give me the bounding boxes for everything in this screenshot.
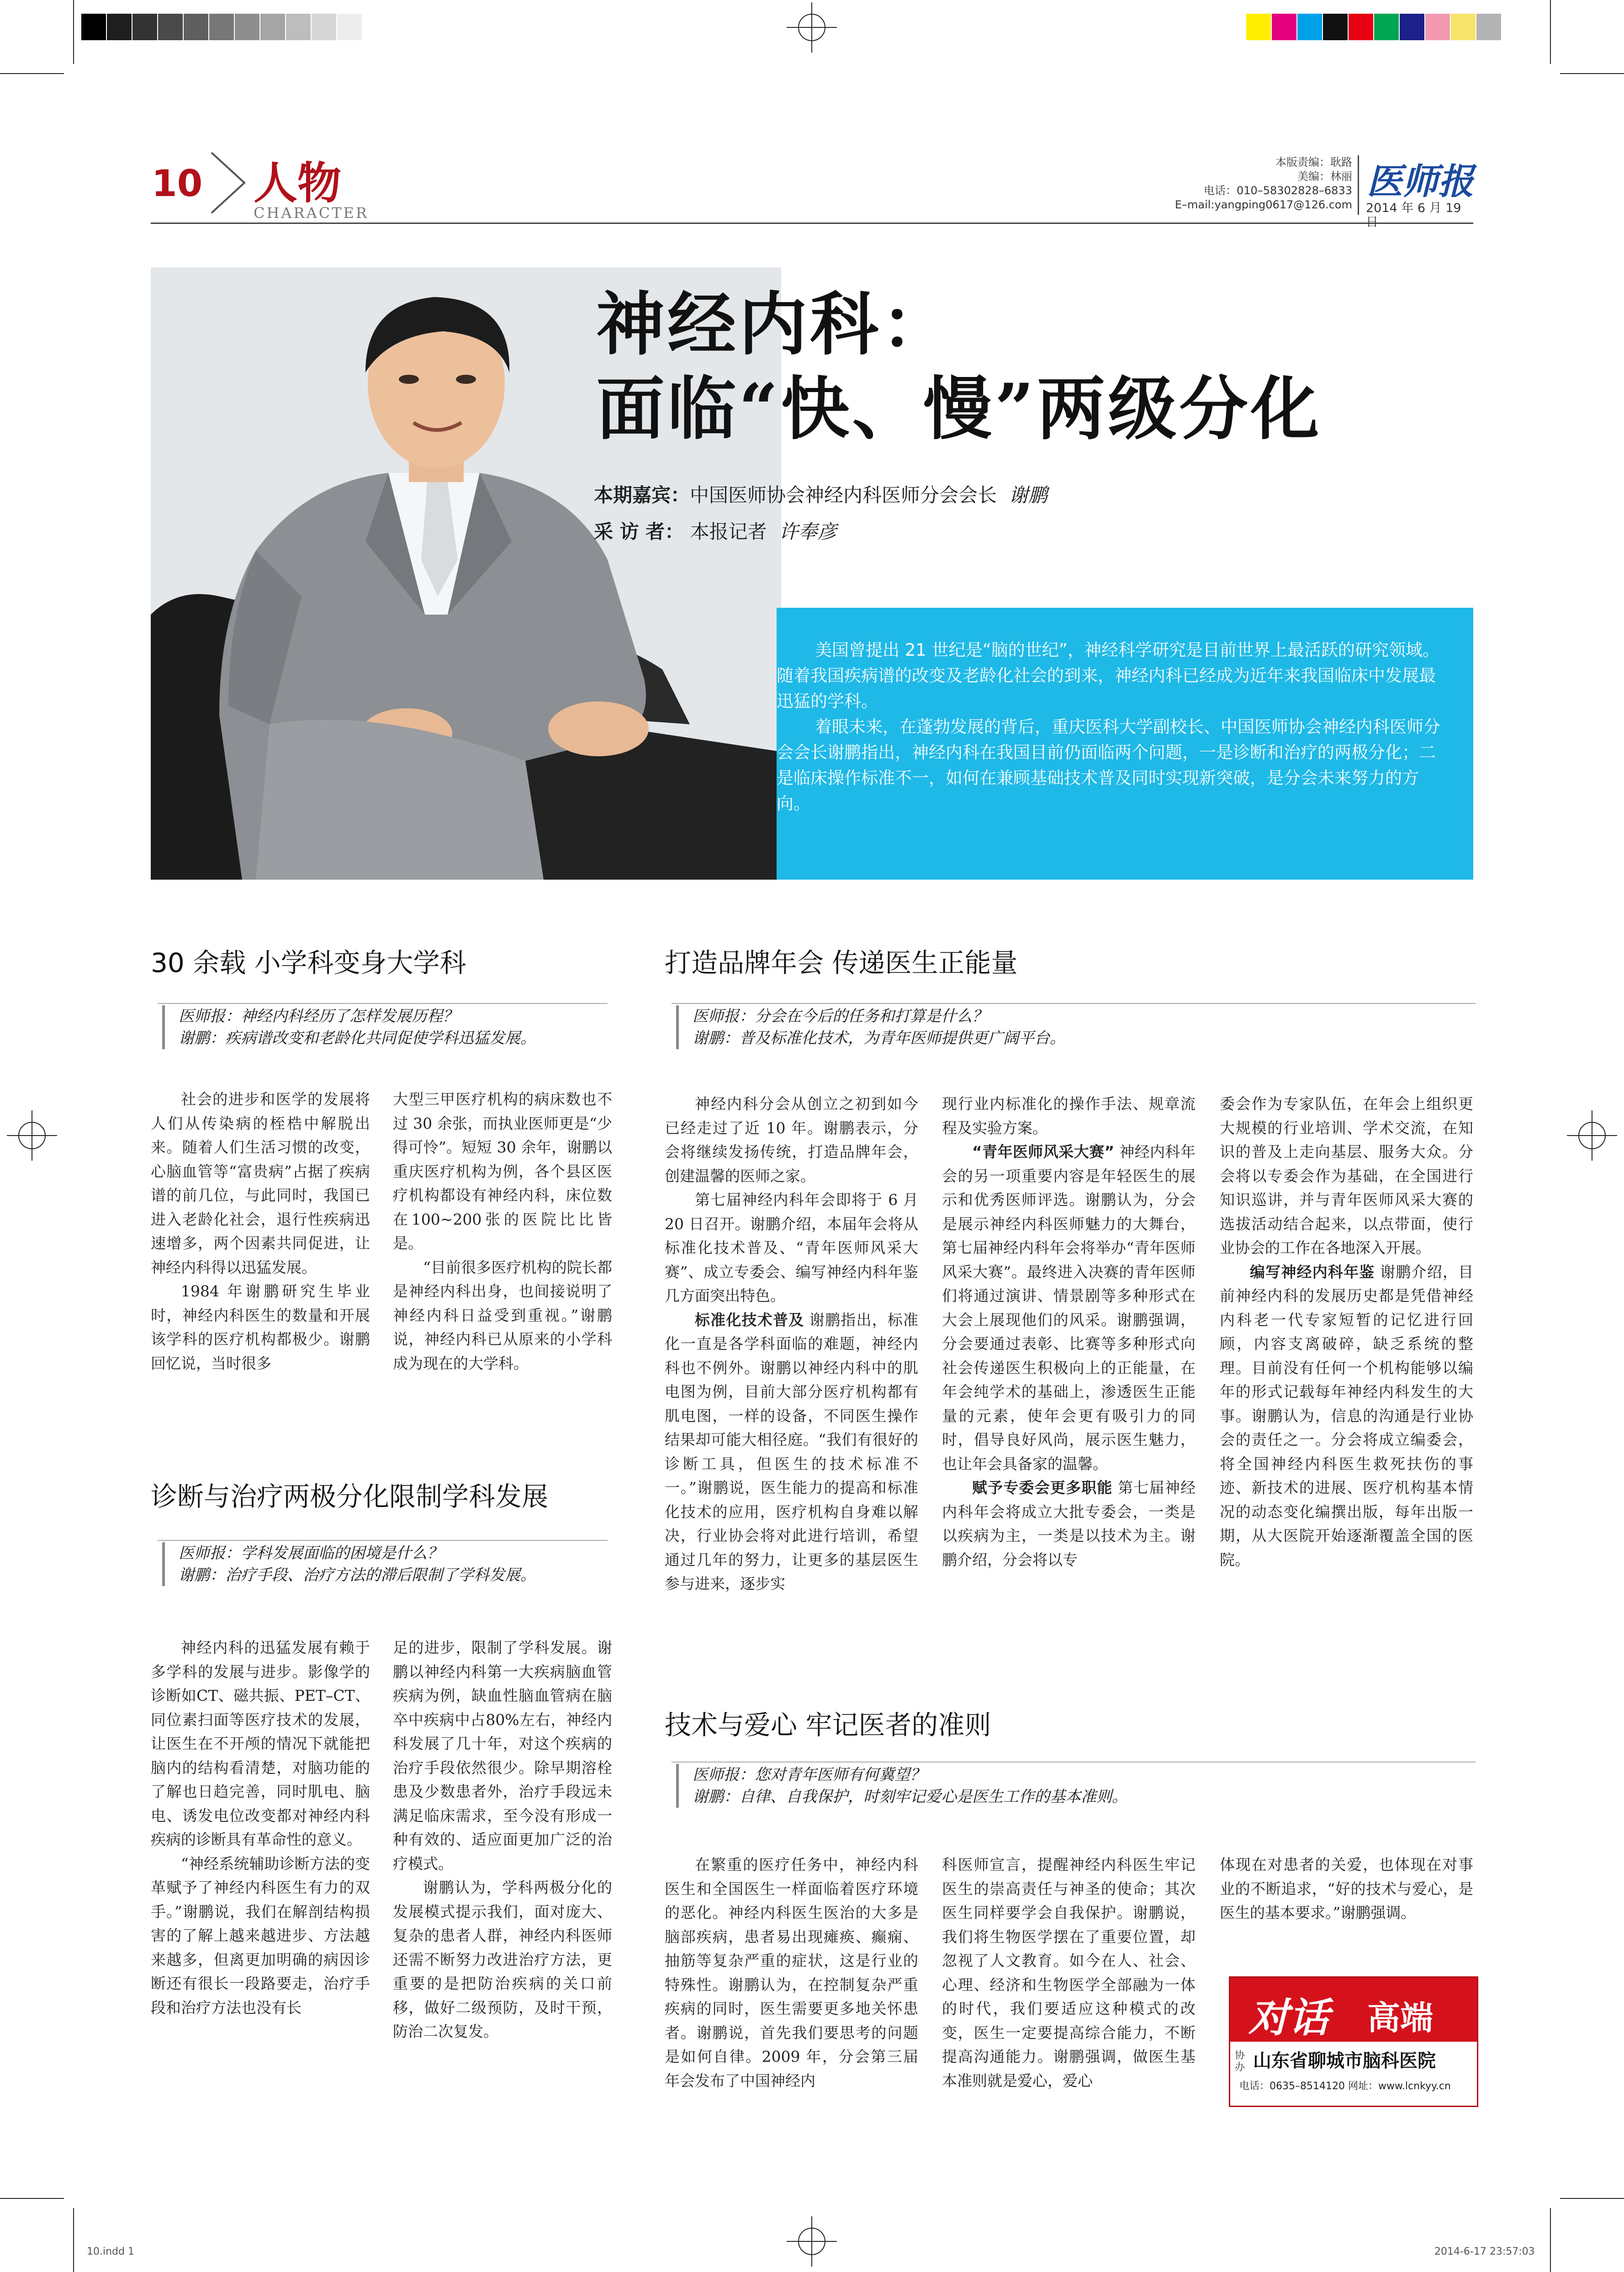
ad-sponsor: 山东省聊城市脑科医院: [1253, 2050, 1436, 2071]
ad-title-2: 高端: [1367, 1999, 1434, 2037]
qa-rule: [158, 1003, 608, 1004]
section-1-question: 医师报：神经内科经历了怎样发展历程？: [179, 1007, 458, 1025]
section-1-column-2: [393, 1088, 612, 1375]
section-3-heading: 打造品牌年会 传递医生正能量: [665, 947, 1018, 978]
section-2-question: 医师报：学科发展面临的困境是什么？: [179, 1544, 443, 1562]
footer-file: 10.indd 1: [87, 2246, 134, 2257]
sponsor-ad: [1229, 1976, 1478, 2107]
paragraph: 谢鹏指出，标准化一直是各学科面临的难题，神经内科也不例外。谢鹏以神经内科中的肌电图为例，目前大部分医疗机构都有肌电图，一样的设备，不同医生操作结果却可能大相径庭。“我们有很好的诊断工具，但医生的技术标准不一。”谢鹏说，医生能力的提高和标准化技术的应用，医疗机构自身难以解决，行业协会将对此进行培训，希望通过几年的努力，让更多的基层医生参与进来，逐步实: [665, 1311, 918, 1593]
registration-mark-top: [787, 2, 837, 53]
color-bar: [1246, 14, 1502, 40]
guest-line: [594, 481, 1047, 510]
paragraph: 第七届神经内科年会将成立大批专委会，一类是以疾病为主，一类是以技术为主。谢鹏介绍，分会将以专: [942, 1479, 1196, 1569]
paragraph: 神经内科分会从创立之初到如今已经走过了近 10 年。谢鹏表示，分会将继续发扬传统，打造品牌年会，创建温馨的医师之家。: [665, 1095, 918, 1185]
chevron-right-icon: [208, 151, 249, 215]
section-3-qa: [676, 1005, 1286, 1049]
section-3-question: 医师报：分会在今后的任务和打算是什么？: [693, 1007, 988, 1025]
registration-mark-left: [7, 1110, 57, 1161]
crop-mark: [0, 2198, 64, 2199]
registration-mark-bottom: [787, 2216, 837, 2267]
paragraph: 体现在对患者的关爱，也体现在对事业的不断追求，“好的技术与爱心，是医生的基本要求。”谢鹏强调。: [1220, 1856, 1473, 1922]
section-2-column-1: [151, 1636, 370, 2020]
grayscale-bar: [81, 14, 363, 40]
crop-mark: [1550, 2208, 1551, 2272]
section-2-column-2: [393, 1636, 612, 2044]
paragraph: 在繁重的医疗任务中，神经内科医生和全国医生一样面临着医疗环境的恶化。神经内科医生医治的大多是脑部疾病，患者易出现瘫痪、癫痫、抽筋等复杂严重的症状，这是行业的特殊性。谢鹏认为，在控制复杂严重疾病的同时，医生需要更多地关怀患者。谢鹏说，首先我们要思考的问题是如何自律。2009 年，分会第三届年会发布了中国神经内: [665, 1856, 918, 2090]
paragraph: “神经系统辅助诊断方法的变革赋予了神经内科医生有力的双手。”谢鹏说，我们在解剖结构损害的了解上越来越进步、方法越来越多，但离更加明确的病因诊断还有很长一段路要走，治疗手段和治疗方法也没有长: [151, 1854, 370, 2017]
qa-rule: [158, 1540, 608, 1541]
section-4-column-3: [1220, 1853, 1473, 1925]
footer-timestamp: 2014-6-17 23:57:03: [1434, 2246, 1535, 2257]
paragraph: 委会作为专家队伍，在年会上组织更大规模的行业培训、学术交流，在知识的普及上走向基层、服务大众。分会将以专委会作为基础，在全国进行知识巡讲，并与青年医师风采大赛的选拔活动结合起来，以点带面，使行业协会的工作在各地深入开展。: [1220, 1095, 1473, 1257]
header-rule: [151, 223, 1473, 224]
crop-mark: [73, 0, 74, 64]
registration-mark-right: [1567, 1110, 1617, 1161]
issue-date: 2014 年 6 月 19 日: [1366, 201, 1461, 229]
section-1-heading: 30 余载 小学科变身大学科: [151, 947, 466, 978]
guest-value: 中国医师协会神经内科医师分会会长: [690, 484, 997, 506]
headline-line-1: 神经内科：: [596, 284, 953, 365]
guest-name: 谢鹏: [1009, 484, 1047, 506]
lead-in: “青年医师风采大赛”: [972, 1143, 1115, 1161]
section-2-answer: 谢鹏：治疗手段、治疗方法的滞后限制了学科发展。: [179, 1566, 536, 1584]
crop-mark: [1560, 2198, 1624, 2199]
reporter-name: 许奉彦: [779, 520, 837, 543]
lead-in: 赋予专委会更多职能: [972, 1479, 1113, 1497]
ad-contact: 电话：0635–8514120 网址：www.lcnkyy.cn: [1239, 2081, 1451, 2092]
intro-paragraph-2: 着眼未来，在蓬勃发展的背后，重庆医科大学副校长、中国医师协会神经内科医师分会会长谢鹏指出，神经内科在我国目前仍面临两个问题，一是诊断和治疗的两极分化；二是临床操作标准不一，如何在兼顾基础技术普及同时实现新突破，是分会未来努力的方向。: [777, 717, 1440, 813]
lead-in: 标准化技术普及: [695, 1311, 804, 1329]
section-1-qa: [162, 1005, 626, 1049]
reporter-label: 采 访 者：: [594, 520, 684, 543]
intro-paragraph-1: 美国曾提出 21 世纪是“脑的世纪”，神经科学研究是目前世界上最活跃的研究领域。随着我国疾病谱的改变及老龄化社会的到来，神经内科已经成为近年来我国临床中发展最迅猛的学科。: [777, 640, 1439, 711]
email-credit: E–mail:yangping0617@126.com: [1174, 198, 1352, 211]
header-credits: [1119, 155, 1352, 212]
ad-sponsor-label: 协办: [1235, 2050, 1245, 2073]
editor-credit: 本版责编：耿路: [1275, 156, 1352, 169]
crop-mark: [0, 73, 64, 74]
crop-mark: [1560, 73, 1624, 74]
section-4-heading: 技术与爱心 牢记医者的准则: [665, 1709, 991, 1741]
section-3-answer: 谢鹏：普及标准化技术，为青年医师提供更广阔平台。: [693, 1029, 1065, 1047]
section-4-qa: [676, 1764, 1378, 1808]
paragraph: 社会的进步和医学的发展将人们从传染病的桎梏中解脱出来。随着人们生活习惯的改变，心脑血管等“富贵病”占据了疾病谱的前几位，与此同时，我国已进入老龄化社会，退行性疾病迅速增多，两个因素共同促进，让神经内科得以迅猛发展。: [151, 1090, 370, 1276]
section-3-column-3: [1220, 1092, 1473, 1572]
ad-title-1: 对话: [1248, 1994, 1329, 2041]
section-4-answer: 谢鹏：自律、自我保护，时刻牢记爱心是医生工作的基本准则。: [693, 1788, 1127, 1806]
ad-banner: [1230, 1978, 1477, 2042]
crop-mark: [73, 2208, 74, 2272]
phone-credit: 电话：010–58302828–6833: [1203, 184, 1352, 197]
guest-label: 本期嘉宾：: [594, 484, 690, 506]
paragraph: 第七届神经内科年会即将于 6 月 20 日召开。谢鹏介绍，本届年会将从标准化技术普及、“青年医师风采大赛”、成立专委会、编写神经内科年鉴几方面突出特色。: [665, 1191, 918, 1305]
header-divider: [1358, 155, 1359, 215]
section-2-qa: [162, 1542, 626, 1586]
lead-in: 编写神经内科年鉴: [1250, 1263, 1375, 1281]
section-title: 人物: [254, 158, 341, 209]
paragraph: 谢鹏介绍，目前神经内科的发展历史都是凭借神经内科老一代专家短暂的记忆进行回顾，内容支离破碎，缺乏系统的整理。目前没有任何一个机构能够以编年的形式记载每年神经内科发生的大事。谢鹏认为，信息的沟通是行业协会的责任之一。分会将成立编委会，将全国神经内科医生救死扶伤的事迹、新技术的进展、医疗机构基本情况的动态变化编撰出版，每年出版一期，从大医院开始逐渐覆盖全国的医院。: [1220, 1263, 1474, 1569]
section-1-answer: 谢鹏：疾病谱改变和老龄化共同促使学科迅猛发展。: [179, 1029, 536, 1047]
paragraph: 1984 年谢鹏研究生毕业时，神经内科医生的数量和开展该学科的医疗机构都极少。谢鹏回忆说，当时很多: [151, 1282, 370, 1372]
intro-text: [777, 637, 1444, 817]
paragraph: 大型三甲医疗机构的病床数也不过 30 余张，而执业医师更是“少得可怜”。短短 30 余年，谢鹏以重庆医疗机构为例，各个县区医疗机构都设有神经内科，床位数在100~200张的医院比比皆是。: [393, 1090, 612, 1252]
paragraph: 足的进步，限制了学科发展。谢鹏以神经内科第一大疾病脑血管疾病为例，缺血性脑血管病在脑卒中疾病中占80%左右，神经内科发展了几十年，对这个疾病的治疗手段依然很少。除早期溶栓患及少数患者外，治疗手段远未满足临床需求，至今没有形成一种有效的、适应面更加广泛的治疗模式。: [393, 1639, 612, 1873]
paragraph: 神经内科的迅猛发展有赖于多学科的发展与进步。影像学的诊断如CT、磁共振、PET–CT、同位素扫面等医疗技术的发展，让医生在不开颅的情况下就能把脑内的结构看清楚，对脑功能的了解也日趋完善，同时肌电、脑电、诱发电位改变都对神经内科疾病的诊断具有革命性的意义。: [151, 1639, 370, 1848]
section-4-column-2: [942, 1853, 1196, 2093]
paragraph: “目前很多医疗机构的院长都是神经内科出身，也间接说明了神经内科日益受到重视。”谢鹏说，神经内科已从原来的小学科成为现在的大学科。: [393, 1258, 612, 1372]
headline-line-2: 面临“快、慢”两级分化: [596, 369, 1322, 449]
crop-mark: [1550, 0, 1551, 64]
section-1-column-1: [151, 1088, 370, 1375]
section-3-column-2: [942, 1092, 1196, 1572]
paragraph: 神经内科年会的另一项重要内容是年轻医生的展示和优秀医师评选。谢鹏认为，分会是展示神经内科医师魅力的大舞台，第七届神经内科年会将举办“青年医师风采大赛”。最终进入决赛的青年医师们将通过演讲、情景剧等多种形式在大会上展现他们的风采。谢鹏强调，分会要通过表彰、比赛等多种形式向社会传递医生积极向上的正能量，在年会纯学术的基础上，渗透医生正能量的元素，使年会更有吸引力的同时，倡导良好风尚，展示医生魅力，也让年会具备家的温馨。: [942, 1143, 1196, 1473]
qa-rule: [672, 1003, 1476, 1004]
paragraph: 谢鹏认为，学科两极分化的发展模式提示我们，面对庞大、复杂的患者人群，神经内科医师还需不断努力改进治疗方法，更重要的是把防治疾病的关口前移，做好二级预防，及时干预，防治二次复发。: [393, 1879, 612, 2040]
reporter-line: [594, 517, 836, 547]
section-4-column-1: [665, 1853, 918, 2093]
section-3-column-1: [665, 1092, 918, 1596]
masthead-logo: 医师报: [1367, 161, 1474, 202]
reporter-value: 本报记者: [690, 520, 767, 543]
paragraph: 科医师宣言，提醒神经内科医生牢记医生的崇高责任与神圣的使命；其次医生同样要学会自我保护。谢鹏说，我们将生物医学摆在了重要位置，却忽视了人文教育。如今在人、社会、心理、经济和生物医学全部融为一体的时代，我们要适应这种模式的改变，医生一定要提高综合能力，不断提高沟通能力。谢鹏强调，做医生基本准则就是爱心，爱心: [942, 1856, 1196, 2090]
section-title-en: CHARACTER: [254, 204, 369, 222]
designer-credit: 美编：林丽: [1297, 170, 1352, 183]
section-4-question: 医师报：您对青年医师有何冀望？: [693, 1766, 926, 1784]
paragraph: 现行业内标准化的操作手法、规章流程及实验方案。: [942, 1095, 1196, 1137]
section-2-heading: 诊断与治疗两极分化限制学科发展: [151, 1481, 549, 1512]
page-number: 10: [152, 162, 203, 205]
